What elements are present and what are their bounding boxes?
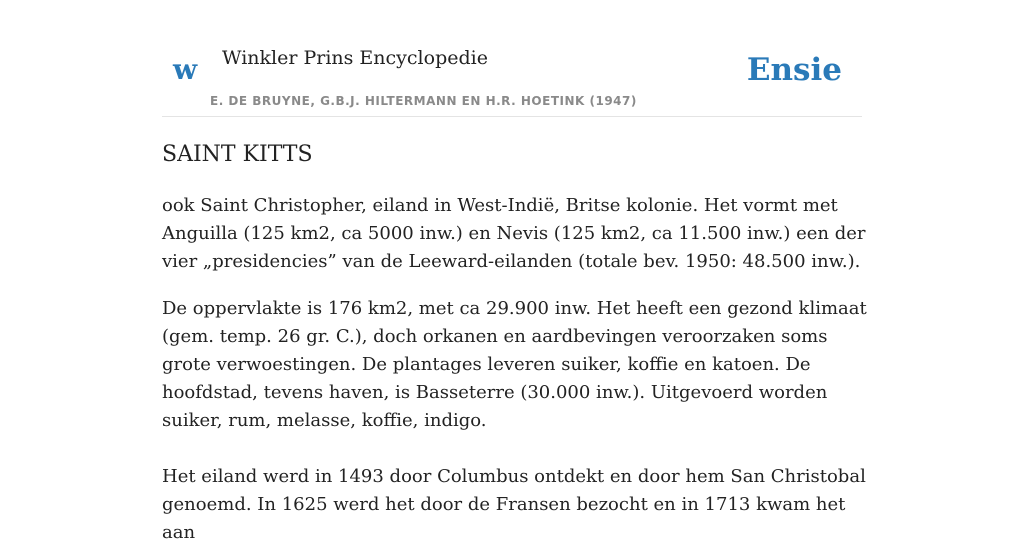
publication-title-link[interactable]: Winkler Prins Encyclopedie	[222, 47, 488, 69]
article-paragraph: ook Saint Christopher, eiland in West-Indië, Britse kolonie. Het vormt met Anguilla (125 km2, ca 5000 inw.) en Nevis (125 km2, ca 11.500 inw.) een der vier „presidencies” van de Leeward-eilanden (totale bev. 1950: 48.500 inw.).	[162, 195, 866, 272]
article-title: SAINT KITTS	[162, 142, 313, 167]
article-paragraph: De oppervlakte is 176 km2, met ca 29.900 inw. Het heeft een gezond klimaat (gem. temp. 26 gr. C.), doch orkanen en aardbevingen veroorzaken soms grote verwoestingen. De plantages leveren suiker, koffie en katoen. De hoofdstad, tevens haven, is Basseterre (30.000 inw.). Uitgevoerd worden suiker, rum, melasse, koffie, indigo.	[162, 298, 867, 431]
site-header	[162, 0, 862, 117]
ensie-brand-logo[interactable]: Ensie	[746, 52, 842, 88]
article-paragraph: Het eiland werd in 1493 door Columbus ontdekt en door hem San Christobal genoemd. In 1625 werd het door de Fransen bezocht en in 1713 kwam het aan	[162, 466, 866, 543]
publication-authors: E. DE BRUYNE, G.B.J. HILTERMANN EN H.R. HOETINK (1947)	[210, 94, 637, 108]
article	[162, 138, 867, 547]
publication-logo[interactable]: w	[173, 53, 198, 86]
